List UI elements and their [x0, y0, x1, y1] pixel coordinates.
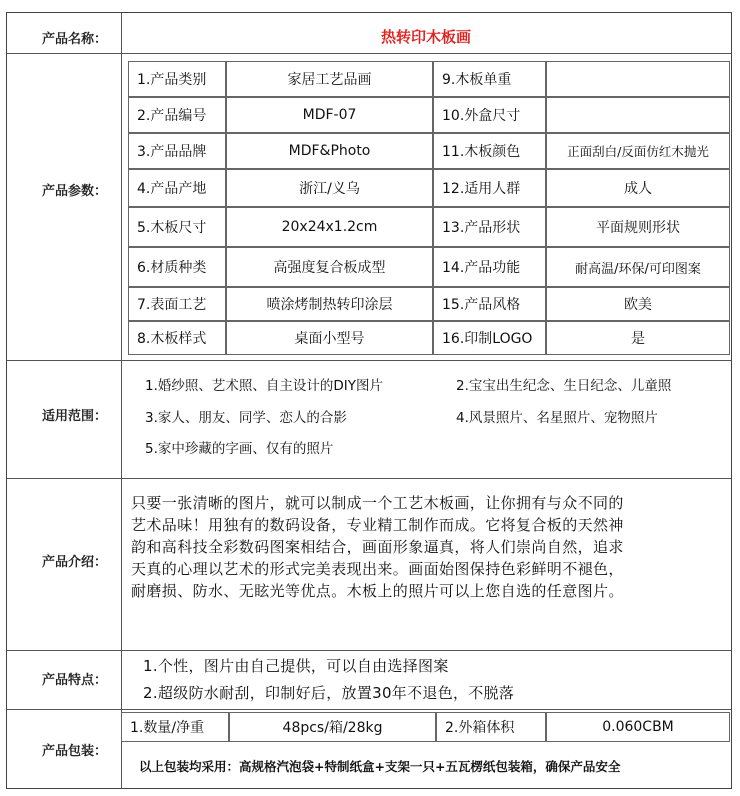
volume-value: 0.060CBM	[546, 712, 730, 742]
product-title: 热转印木板画	[380, 28, 471, 46]
usage-label: 适用范围：	[42, 409, 108, 424]
param-key: 10.外盒尺寸	[433, 97, 546, 133]
param-key: 7.表面工艺	[128, 287, 226, 321]
param-key: 16.印制LOGO	[433, 321, 546, 355]
param-value: 欧美	[546, 287, 730, 321]
usage-item: 1.婚纱照、艺术照、自主设计的DIY图片	[145, 378, 384, 394]
packing-label: 产品包装：	[42, 744, 108, 759]
intro-line: 耐磨损、防水、无眩光等优点。木板上的照片可以上您自选的任意图片。	[131, 582, 624, 600]
param-value	[546, 61, 730, 97]
feature-item: 1.个性，图片由自己提供，可以自由选择图案	[143, 657, 449, 675]
product-params-label: 产品参数：	[42, 184, 108, 199]
param-key: 6.材质种类	[128, 247, 226, 287]
param-key: 5.木板尺寸	[128, 207, 226, 247]
param-value: 耐高温/环保/可印图案	[546, 247, 730, 287]
param-key: 13.产品形状	[433, 207, 546, 247]
param-key: 12.适用人群	[433, 169, 546, 207]
param-value: 成人	[546, 169, 730, 207]
param-value: 浙江/义乌	[226, 169, 433, 207]
usage-item: 3.家人、朋友、同学、恋人的合影	[145, 410, 347, 426]
intro-text	[131, 492, 731, 602]
param-value: 平面规则形状	[546, 207, 730, 247]
intro-line: 天真的心理以艺术的形式完美表现出来。画面始图保持色彩鲜明不褪色，	[131, 560, 624, 578]
usage-item: 5.家中珍藏的字画、仅有的照片	[145, 441, 334, 457]
usage-item: 2.宝宝出生纪念、生日纪念、儿童照	[456, 378, 672, 394]
param-value: MDF-07	[226, 97, 433, 133]
param-key: 15.产品风格	[433, 287, 546, 321]
divider	[7, 53, 731, 54]
param-key: 4.产品产地	[128, 169, 226, 207]
param-key: 2.产品编号	[128, 97, 226, 133]
param-key: 9.木板单重	[433, 61, 546, 97]
param-value: 喷涂烤制热转印涂层	[226, 287, 433, 321]
param-key: 1.产品类别	[128, 61, 226, 97]
features-label: 产品特点：	[42, 673, 108, 688]
divider	[7, 650, 731, 651]
volume-label: 2.外箱体积	[436, 712, 546, 742]
column-divider	[121, 13, 122, 788]
param-value	[546, 97, 730, 133]
intro-label: 产品介绍：	[42, 555, 108, 570]
param-value: 高强度复合板成型	[226, 247, 433, 287]
intro-line: 艺术品味！用独有的数码设备，专业精工制作而成。它将复合板的天然神	[131, 516, 624, 534]
packing-note: 以上包装均采用：高规格汽泡袋+特制纸盒+支架一只+五瓦楞纸包装箱，确保产品安全	[139, 759, 621, 774]
param-key: 14.产品功能	[433, 247, 546, 287]
param-value: 是	[546, 321, 730, 355]
divider	[7, 709, 731, 710]
param-value: 正面刮白/反面仿红木抛光	[546, 133, 730, 169]
param-key: 11.木板颜色	[433, 133, 546, 169]
feature-item: 2.超级防水耐刮，印制好后，放置30年不退色，不脱落	[143, 684, 515, 702]
qty-value: 48pcs/箱/28kg	[229, 712, 436, 742]
divider	[7, 478, 731, 479]
product-name-label: 产品名称：	[42, 32, 108, 47]
param-key: 3.产品品牌	[128, 133, 226, 169]
param-value: 桌面小型号	[226, 321, 433, 355]
intro-line: 韵和高科技全彩数码图案相结合，画面形象逼真，将人们崇尚自然，追求	[131, 538, 624, 556]
param-key: 8.木板样式	[128, 321, 226, 355]
param-value: 家居工艺品画	[226, 61, 433, 97]
param-value: 20x24x1.2cm	[226, 207, 433, 247]
usage-item: 4.风景照片、名星照片、宠物照片	[456, 410, 658, 426]
param-value: MDF&Photo	[226, 133, 433, 169]
intro-line: 只要一张清晰的图片，就可以制成一个工艺木板画，让你拥有与众不同的	[131, 494, 624, 512]
divider	[7, 360, 731, 361]
qty-label: 1.数量/净重	[121, 712, 229, 742]
